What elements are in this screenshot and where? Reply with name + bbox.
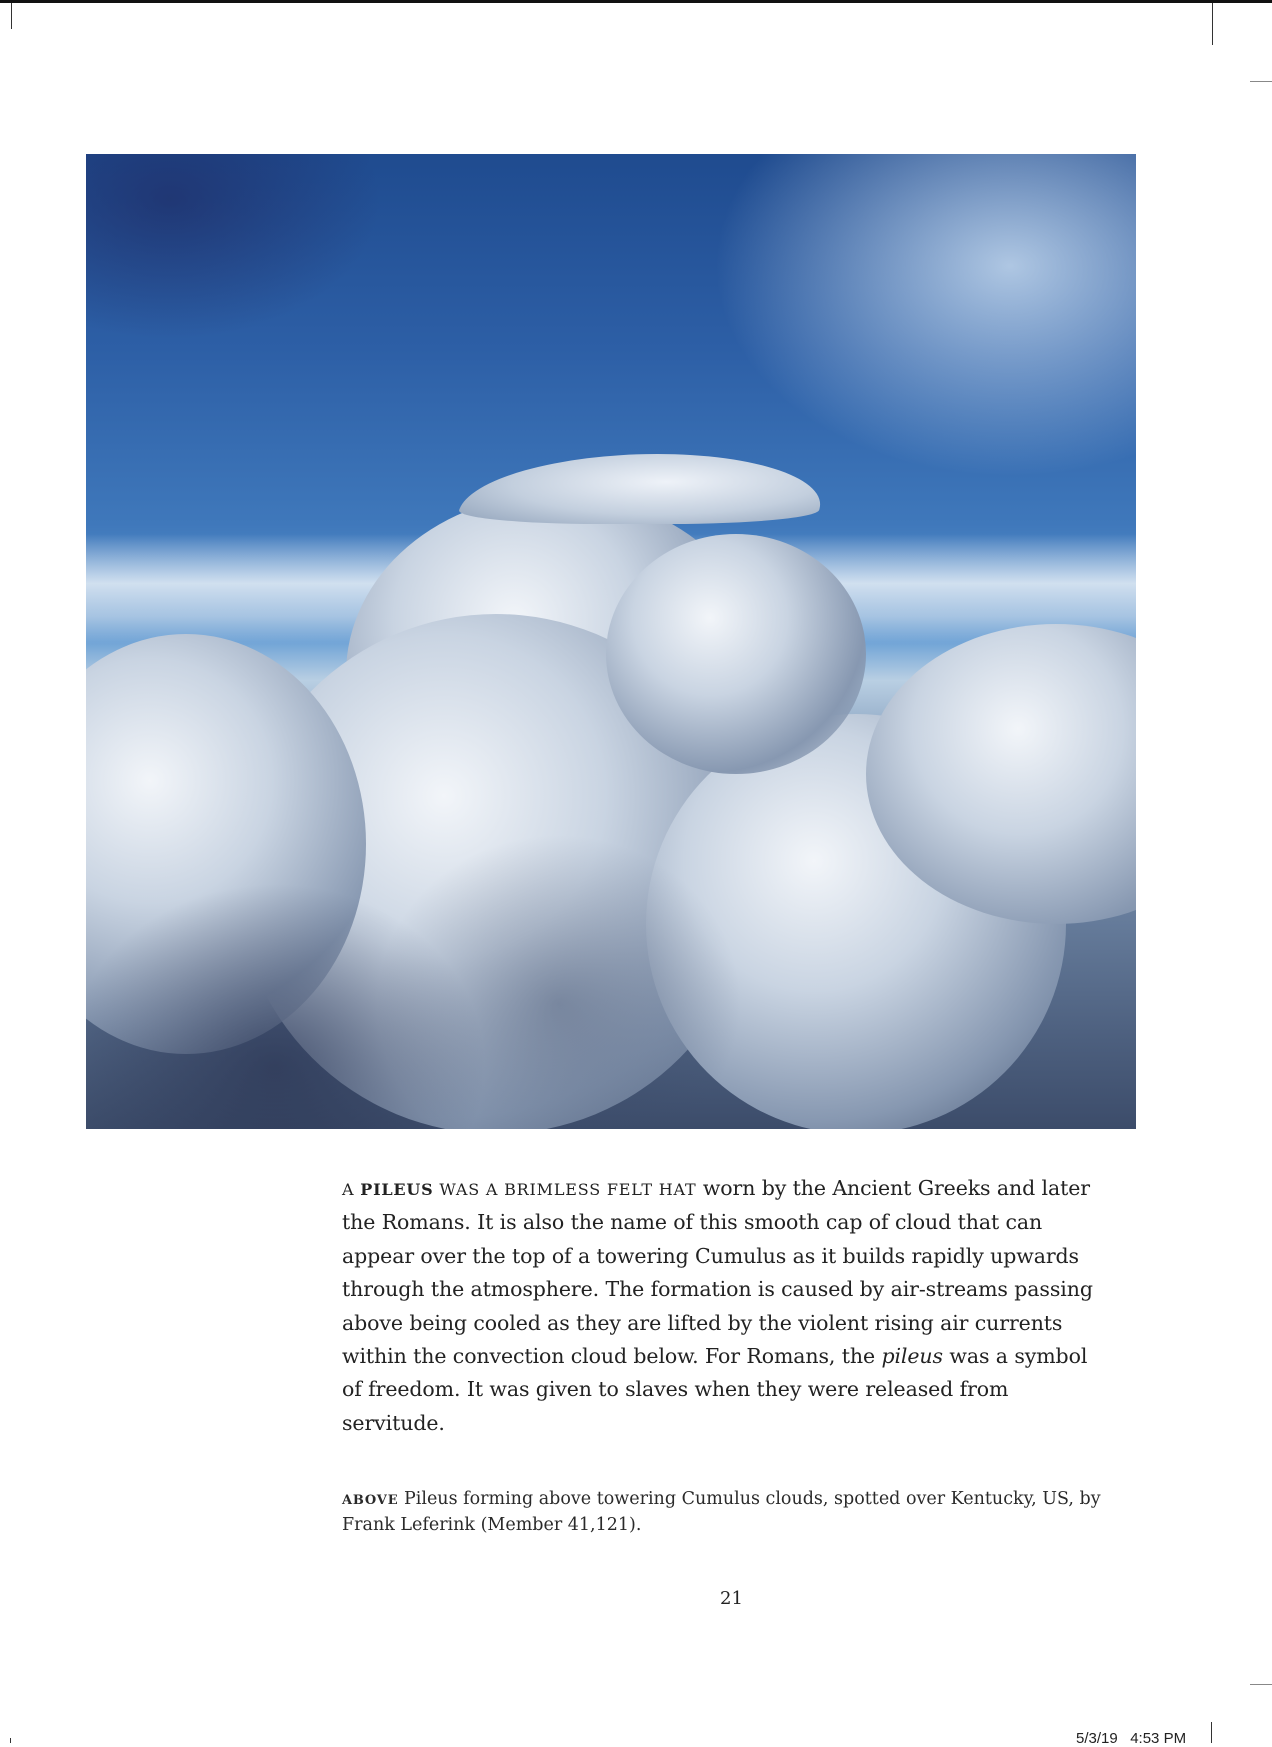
top-border: [0, 0, 1272, 3]
caption-text: Pileus forming above towering Cumulus clouds, spotted over Kentucky, US, by Frank Leferink (Member 41,121).: [342, 1489, 1101, 1535]
print-timestamp: 5/3/19 4:53 PM: [1076, 1730, 1187, 1747]
crop-mark-right-upper: [1250, 81, 1272, 82]
photo-caption: [342, 1487, 1102, 1537]
article-paragraph: A PILEUS WAS A BRIMLESS FELT HAT worn by the Ancient Greeks and later the Romans. It is also the name of this smooth cap of cloud that can appear over the top of a towering Cumulus as it builds rapidly upwards through the atmosphere. The formation is caused by air-streams passing above being cooled as they are lifted by the violent rising air currents within the convection cloud below. For Romans, the pileus was a symbol of freedom. It was given to slaves when they were released from servitude.: [342, 1176, 1093, 1435]
crop-mark-right-lower: [1250, 1684, 1272, 1685]
crop-mark-bottom-left: [10, 1738, 11, 1743]
caption-label: ABOVE: [342, 1493, 399, 1508]
lead-in: A PILEUS WAS A BRIMLESS FELT HAT: [342, 1180, 697, 1199]
cloud-shadow: [86, 709, 1136, 1129]
italic-term: pileus: [881, 1344, 943, 1369]
cloud-photo: [86, 154, 1136, 1129]
crop-mark-top-right: [1212, 3, 1213, 45]
page-number: 21: [720, 1588, 743, 1609]
crop-mark-bottom-right: [1211, 1722, 1212, 1743]
crop-mark-top-left: [11, 3, 12, 29]
